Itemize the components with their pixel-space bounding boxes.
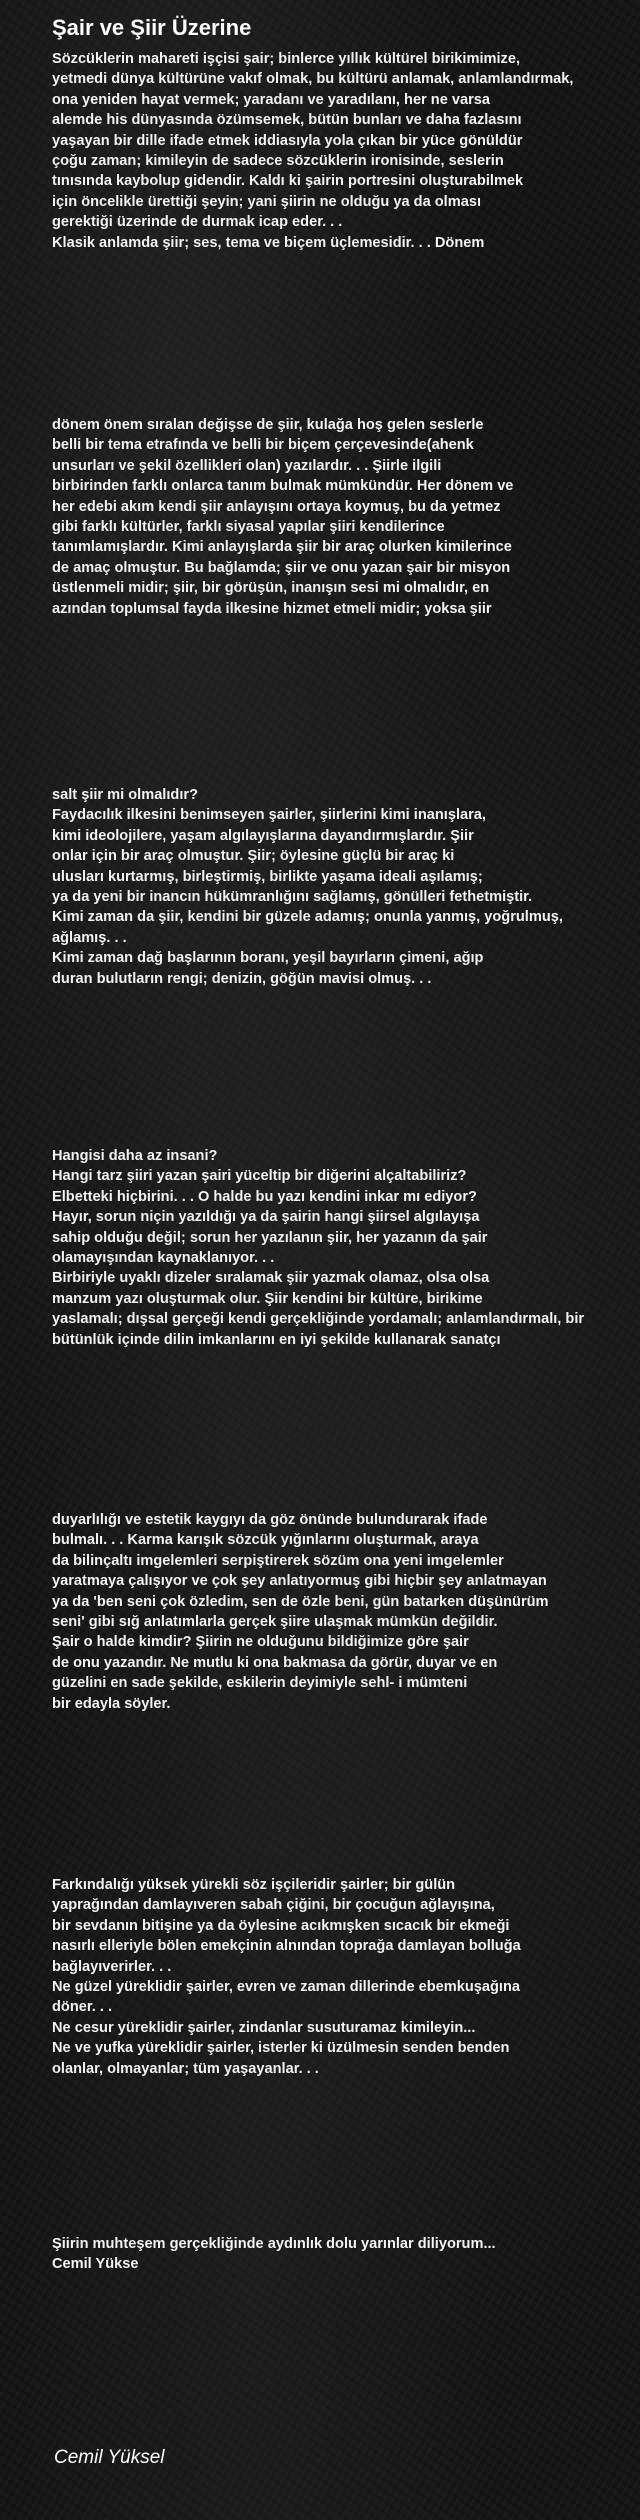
text-line: bir sevdanın bitişine ya da öylesine acıkmışken sıcacık bir ekmeği [52, 1917, 510, 1934]
text-line: Şair o halde kimdir? Şiirin ne olduğunu bildiğimize göre şair [52, 1634, 469, 1651]
text-line: Ne güzel yüreklidir şairler, evren ve zaman dillerinde ebemkuşağına [52, 1979, 521, 1996]
text-line: Ne ve yufka yüreklidir şairler, isterler ki üzülmesin senden benden [52, 2040, 510, 2057]
paragraph-5 [52, 1510, 627, 1714]
text-line: her edebi akım kendi şiir anlayışını ortaya koymuş, bu da yetmez [52, 498, 501, 515]
text-line: kimi ideolojilere, yaşam algılayışlarına dayandırmışlardır. Şiir [52, 827, 474, 844]
text-line: bulmalı. . . Karma karışık sözcük yığınlarını oluşturmak, araya [52, 1532, 479, 1549]
text-line: sahip olduğu değil; sorun her yazılanın şiir, her yazanın da şair [52, 1229, 488, 1246]
text-line: unsurları ve şekil özellikleri olan) yazılardır. . . Şiirle ilgili [52, 457, 442, 474]
text-line: nasırlı elleriyle bölen emekçinin alnından toprağa damlayan bolluğa [52, 1938, 521, 1955]
text-line: olamayışından kaynaklanıyor. . . [52, 1250, 275, 1267]
text-line: döner. . . [52, 1999, 113, 2016]
text-line: alemde his dünyasında özümsemek, bütün bunları ve daha fazlasını [52, 112, 522, 129]
text-line: bağlayıverirler. . . [52, 1958, 172, 1975]
text-line: gibi farklı kültürler, farklı siyasal yapılar şiiri kendilerince [52, 519, 445, 536]
text-line: duran bulutların rengi; denizin, göğün mavisi olmuş. . . [52, 970, 432, 987]
text-line: Elbetteki hiçbirini. . . O halde bu yazı kendini inkar mı ediyor? [52, 1188, 477, 1205]
text-line: Cemil Yükse [52, 2256, 139, 2273]
text-line: Kimi zaman da şiir, kendini bir güzele adamış; onunla yanmış, yoğrulmuş, [52, 909, 563, 926]
text-line: Hayır, sorun niçin yazıldığı ya da şairin hangi şiirsel algılayışa [52, 1209, 480, 1226]
text-line: Ne cesur yüreklidir şairler, zindanlar susuturamaz kimileyin... [52, 2019, 476, 2036]
text-line: Faydacılık ilkesini benimseyen şairler, şiirlerini kimi inanışlara, [52, 807, 486, 824]
text-line: üstlenmeli midir; şiir, bir görüşün, inanışın sesi mi olmalıdır, en [52, 580, 490, 597]
text-line: çoğu zaman; kimileyin de sadece sözcüklerin ironisinde, seslerin [52, 153, 504, 170]
text-line: Şiirin muhteşem gerçekliğinde aydınlık dolu yarınlar diliyorum... [52, 2236, 496, 2252]
text-line: de amaç olmuştur. Bu bağlamda; şiir ve onu yazan şair bir misyon [52, 559, 511, 576]
text-line: ya da 'ben seni çok özledim, sen de özle beni, gün batarken düşünürüm [52, 1593, 549, 1610]
text-line: manzum yazı oluşturmak olur. Şiir kendini bir kültüre, birikime [52, 1290, 483, 1307]
paragraph-4 [52, 1146, 627, 1350]
text-line: salt şiir mi olmalıdır? [52, 787, 198, 803]
paragraph-3 [52, 785, 627, 989]
page-title: Şair ve Şiir Üzerine [52, 15, 252, 40]
text-line: yaşayan bir dille ifade etmek iddiasıyla yola çıkan bir yüce gönüldür [52, 132, 523, 149]
text-line: ya da yeni bir inancın hükümranlığını sağlamış, gönülleri fethetmiştir. [52, 889, 533, 906]
text-line: tanımlamışlardır. Kimi anlayışlarda şiir bir araç olurken kimilerince [52, 539, 512, 556]
text-line: seni' gibi sığ anlatımlarla gerçek şiire ulaşmak mümkün değildir. [52, 1614, 498, 1631]
text-line: gerektiği üzerinde de durmak icap eder. . . [52, 214, 343, 231]
text-line: bir edayla söyler. [52, 1695, 171, 1712]
text-line: ona yeniden hayat vermek; yaradanı ve yaradılanı, her ne varsa [52, 91, 491, 108]
text-line: duyarlılığı ve estetik kaygıyı da göz önünde bulundurarak ifade [52, 1512, 488, 1528]
text-line: birbirinden farklı onlarca tanım bulmak mümkündür. Her dönem ve [52, 478, 514, 495]
text-line: Sözcüklerin mahareti işçisi şair; binlerce yıllık kültürel birikimimize, [52, 51, 520, 67]
text-line: ağlamış. . . [52, 929, 127, 946]
text-line: Klasik anlamda şiir; ses, tema ve biçem üçlemesidir. . . Dönem [52, 234, 485, 251]
text-line: ulusları kurtarmış, birleştirmiş, birlikte yaşama ideali aşılamış; [52, 868, 483, 885]
paragraph-7 [52, 2234, 627, 2275]
text-line: yaratmaya çalışıyor ve çok şey anlatıyormuş gibi hiçbir şey anlatmayan [52, 1573, 547, 1590]
text-line: tınısında kaybolup gidendir. Kaldı ki şairin portresini oluşturabilmek [52, 173, 524, 190]
text-line: Hangi tarz şiiri yazan şairi yüceltip bir diğerini alçaltabiliriz? [52, 1168, 467, 1185]
text-line: olanlar, olmayanlar; tüm yaşayanlar. . . [52, 2060, 319, 2077]
text-line: Kimi zaman dağ başlarının boranı, yeşil bayırların çimeni, ağıp [52, 950, 484, 967]
text-line: belli bir tema etrafında ve belli bir biçem çerçevesinde(ahenk [52, 437, 474, 454]
text-line: de onu yazandır. Ne mutlu ki ona bakmasa da görür, duyar ve en [52, 1654, 498, 1671]
paragraph-1 [52, 49, 627, 253]
text-line: için öncelikle ürettiği şeyin; yani şiirin ne olduğu ya da olması [52, 193, 482, 210]
author-signature: Cemil Yüksel [54, 2447, 165, 2468]
text-line: yaslamalı; dışsal gerçeği kendi gerçekliğinde yordamalı; anlamlandırmalı, bir [52, 1311, 585, 1328]
text-line: bütünlük içinde dilin imkanlarını en iyi şekilde kullanarak sanatçı [52, 1331, 501, 1348]
text-line: dönem önem sıralan değişse de şiir, kulağa hoş gelen seslerle [52, 417, 484, 433]
text-line: onlar için bir araç olmuştur. Şiir; öylesine güçlü bir araç ki [52, 848, 455, 865]
paragraph-2 [52, 415, 627, 619]
paragraph-6 [52, 1875, 627, 2079]
text-line: yetmedi dünya kültürüne vakıf olmak, bu kültürü anlamak, anlamlandırmak, [52, 71, 574, 88]
text-line: azından toplumsal fayda ilkesine hizmet etmeli midir; yoksa şiir [52, 600, 492, 617]
text-line: Farkındalığı yüksek yürekli söz işçileridir şairler; bir gülün [52, 1877, 456, 1893]
text-line: güzelini en sade şekilde, eskilerin deyimiyle sehl- i mümteni [52, 1675, 468, 1692]
text-line: Birbiriyle uyaklı dizeler sıralamak şiir yazmak olamaz, olsa olsa [52, 1270, 490, 1287]
text-line: Hangisi daha az insani? [52, 1148, 218, 1164]
text-line: yaprağından damlayıveren sabah çiğini, bir çocuğun ağlayışına, [52, 1897, 495, 1914]
text-line: da bilinçaltı imgelemleri serpiştirerek sözüm ona yeni imgelemler [52, 1552, 504, 1569]
